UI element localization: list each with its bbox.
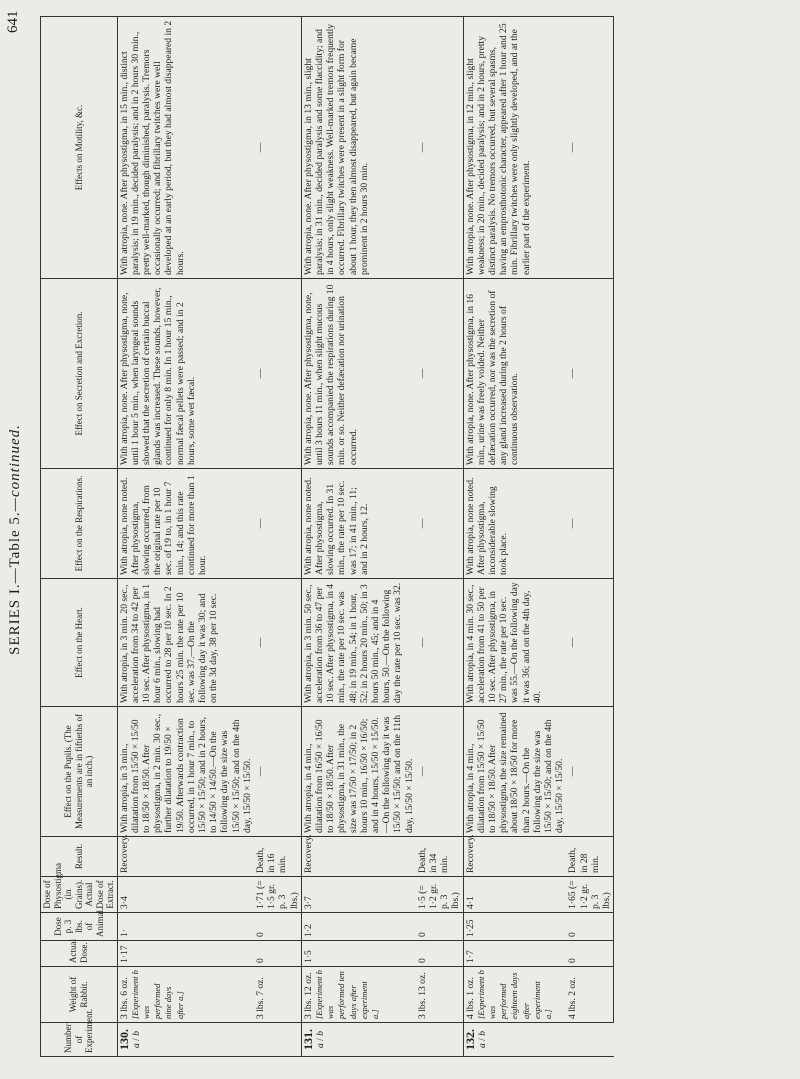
heart-cell: With atropia, in 3 min. 20 sec., acceleration from 34 to 42 per 10 sec. After physostigma, in 1 hour 6 min., slowing had occurred to 28 per 10 sec. In 2 hours 25 min. the rate per 10 sec. was 37.—On the following day it was 30; and on the 3d day, 38 per 10 sec. (117, 579, 254, 707)
header-pupils: Effect on the Pupils. (The Measurements are in fiftieths of an inch.) (41, 707, 118, 837)
motility-cell: With atropia, none. After physostigma, in 13 min., slight paralysis; in 31 min., decided paralysis and some flaccidity; and in 4 hours, only slight weakness. Well-marked tremors frequently occurred. Fibrillary twitches were present in a slight form for about 1 hour, they then almost disappeared, but again became prominent in 2 hours 30 min. (301, 17, 416, 279)
physostigma-cell: 4·1 (463, 877, 566, 913)
table-row (566, 17, 613, 1057)
respirations-cell: With atropia, none noted. After physostigma, inconsiderable slowing took place. (463, 469, 566, 579)
physostigma-cell: 3·4 (117, 877, 254, 913)
header-experiment: Number of Experiment. (41, 1023, 118, 1057)
experiment-number: 131. a / b (301, 1023, 463, 1057)
header-motility: Effects on Motility, &c. (41, 17, 118, 279)
weight-cell: 3 lbs. 13 oz. (416, 967, 463, 1023)
motility-cell: With atropia, none. After physostigma, in 15 min., distinct paralysis; in 19 min., decided paralysis; and in 2 hours 30 min., pretty well-marked, though diminished, paralysis. Tremors occasionally occurred; and fibrillary twitches were well developed at an early period, but they had almost disappeared in 2 hours. (117, 17, 254, 279)
pupils-cell: With atropia, in 3 min., dilatation from 15/50 × 15/50 to 18/50 × 18/50. After physostigma, in 2 min. 30 sec., further dilatation to 19/50 × 19/50. Afterwards contraction occurred, in 1 hour 7 min., to 15/50 × 15/50; and in 2 hours, to 14/50 × 14/50.—On the following day the size was 15/50 × 15/50; and on the 4th day, 15/50 × 15/50. (117, 707, 254, 837)
weight-value: 3 lbs. 12 oz. (302, 972, 314, 1019)
weight-value: 3 lbs. 6 oz. (118, 977, 130, 1019)
physostigma-cell: 3·7 (301, 877, 416, 913)
weight-cell (463, 967, 566, 1023)
experiment-number-text: 130. (116, 1029, 131, 1050)
physostigma-cell: 1·5 (= 1·2 gr. p. 3 lbs.) (416, 877, 463, 913)
secretion-cell: With atropia, none. After physostigma, none, until 1 hour 5 min., when laryngeal sounds showed that the secretion of certain buccal glands was increased. These sounds, however, continued for only 8 min. In 1 hour 15 min., normal fæcal pellets were passed; and in 2 hours, some wet fæcal. (117, 279, 254, 469)
respirations-cell: With atropia, none noted. After physostigma, slowing occurred. In 31 min., the rate per 10 sec. was 17; in 41 min., 11; and in 2 hours, 12. (301, 469, 416, 579)
motility-cell: With atropia, none. After physostigma, in 12 min., slight weakness; in 20 min., decided paralysis; and in 2 hours, pretty distinct paralysis. No tremors occurred, but several spasms, having an emprosthotonic character, appeared after 1 hour and 25 min. Fibrillary twitches were only slightly developed, and at the earlier part of the experiment. (463, 17, 566, 279)
dose-per-cell: 1·2 (301, 913, 416, 941)
running-head (7, 0, 24, 1079)
experiment-number-text: 131. (300, 1029, 315, 1050)
weight-cell: 3 lbs. 7 oz. (254, 967, 301, 1023)
motility-cell: — (566, 17, 613, 279)
result-cell: Death, in 34 min. (416, 837, 463, 877)
running-head-main: SERIES I.—Table 5. (7, 511, 23, 655)
table-row (301, 17, 416, 1057)
secretion-cell: — (566, 279, 613, 469)
results-table (40, 16, 614, 1057)
result-cell: Recovery. (463, 837, 566, 877)
pupils-cell: — (566, 707, 613, 837)
respirations-cell: With atropia, none noted. After physostigma, slowing occurred, from the original rate per 10 sec. of 19 to, in 1 hour 7 min., 14; and this rate continued for more than 1 hour. (117, 469, 254, 579)
table-row (416, 17, 463, 1057)
experiment-note: [Experiment b was performed ten days after experiment a.] (313, 970, 380, 1019)
table-row (254, 17, 301, 1057)
sub-label: b (130, 1030, 142, 1036)
actual-dose-cell: 1·17 (117, 941, 254, 967)
table-row (117, 17, 254, 1057)
header-secretion: Effect on Secretion and Excretion. (41, 279, 118, 469)
dose-per-cell: 0 (566, 913, 613, 941)
motility-cell: — (254, 17, 301, 279)
secretion-cell: — (254, 279, 301, 469)
respirations-cell: — (566, 469, 613, 579)
result-cell: Recovery. (301, 837, 416, 877)
respirations-cell: — (254, 469, 301, 579)
dose-per-cell: 1·25 (463, 913, 566, 941)
respirations-cell: — (416, 469, 463, 579)
header-respirations: Effect on the Respirations. (41, 469, 118, 579)
header-row (41, 17, 118, 1057)
actual-dose-cell: 0 (566, 941, 613, 967)
heart-cell: With atropia, in 3 min. 50 sec., acceleration from 36 to 47 per 10 sec. After physostigma, in 4 min., the rate per 10 sec. was 48; in 19 min., 54; in 1 hour, 52; in 2 hours 20 min., 50; in 3 hours 50 min., 45; and in 4 hours, 50.—On the following day the rate per 10 sec. was 32. (301, 579, 416, 707)
physostigma-cell: 1·71 (= 1·5 gr. p. 3 lbs.) (254, 877, 301, 913)
heart-cell: With atropia, in 4 min. 30 sec., acceleration from 41 to 50 per 10 sec. After physostigma, in 27 min., the rate per 10 sec. was 55.—On the following day it was 36; and on the 4th day, 40. (463, 579, 566, 707)
header-physostigma: Dose of Physostigma (in Grains). Actual Dose of Extract. (41, 877, 118, 913)
sub-label: b (476, 1030, 488, 1036)
motility-cell: — (416, 17, 463, 279)
header-actual-dose: Actual Dose. (41, 941, 118, 967)
pupils-cell: With atropia, in 4 min., dilatation from 15/50 × 15/50 to 18/50 × 18/50. After physostigma, the size remained about 18/50 × 18/50 for more than 2 hours.—On the following day the size was 15/50 × 15/50; and on the 4th day, 15/50 × 15/50. (463, 707, 566, 837)
header-dose-per: Dose p. 3 lbs. of Animal. (41, 913, 118, 941)
experiment-number: 130. a / b (117, 1023, 301, 1057)
secretion-cell: With atropia, none. After physostigma, none, until 3 hours 11 min., when slight mucous sounds accompanied the respirations during 10 min. or so. Neither defæcation nor urination occurred. (301, 279, 416, 469)
result-cell: Death, in 28 min. (566, 837, 613, 877)
sub-label: a (314, 1043, 326, 1049)
heart-cell: — (566, 579, 613, 707)
result-cell: Recovery. (117, 837, 254, 877)
experiment-number: 132. a / b (463, 1023, 614, 1057)
weight-cell (301, 967, 416, 1023)
sub-label: b (314, 1030, 326, 1036)
result-cell: Death, in 16 min. (254, 837, 301, 877)
page-number: 641 (5, 10, 21, 33)
experiment-note: [Experiment b was performed eighteen days after experiment a.] (475, 970, 554, 1019)
weight-cell: 4 lbs. 2 oz. (566, 967, 613, 1023)
dose-per-cell: 1· (117, 913, 254, 941)
experiment-note: [Experiment b was performed nine days after a.] (129, 970, 185, 1019)
pupils-cell: — (254, 707, 301, 837)
physostigma-cell: 1·65 (= 1·2 gr. p. 3 lbs.) (566, 877, 613, 913)
secretion-cell: With atropia, none. After physostigma, in 16 min., urine was freely voided. Neither defæcation occurred, nor was the secretion of any gland increased during the 2 hours of continuous observation. (463, 279, 566, 469)
pupils-cell: With atropia, in 4 min., dilatation from 16/50 × 16/50 to 18/50 × 18/50. After physostigma, in 31 min., the size was 17/50 × 17/50; in 2 hours 10 min., 16/50 × 16/50; and in 4 hours, 15/50 × 15/50.—On the following day it was 15/50 × 15/50; and on the 11th day, 15/50 × 15/50. (301, 707, 416, 837)
heart-cell: — (254, 579, 301, 707)
weight-cell (117, 967, 254, 1023)
pupils-cell: — (416, 707, 463, 837)
header-weight: Weight of Rabbit. (41, 967, 118, 1023)
header-result: Result. (41, 837, 118, 877)
experiment-number-text: 132. (462, 1029, 477, 1050)
heart-cell: — (416, 579, 463, 707)
actual-dose-cell: 0 (254, 941, 301, 967)
sub-label: a (130, 1043, 142, 1049)
table-row (463, 17, 566, 1057)
actual-dose-cell: 0 (416, 941, 463, 967)
header-heart: Effect on the Heart. (41, 579, 118, 707)
dose-per-cell: 0 (254, 913, 301, 941)
sub-label: a (476, 1043, 488, 1049)
running-head-continued: —continued. (7, 424, 23, 512)
secretion-cell: — (416, 279, 463, 469)
weight-value: 4 lbs. 1 oz. (464, 977, 476, 1019)
dose-per-cell: 0 (416, 913, 463, 941)
actual-dose-cell: 1·7 (463, 941, 566, 967)
actual-dose-cell: 1·5 (301, 941, 416, 967)
